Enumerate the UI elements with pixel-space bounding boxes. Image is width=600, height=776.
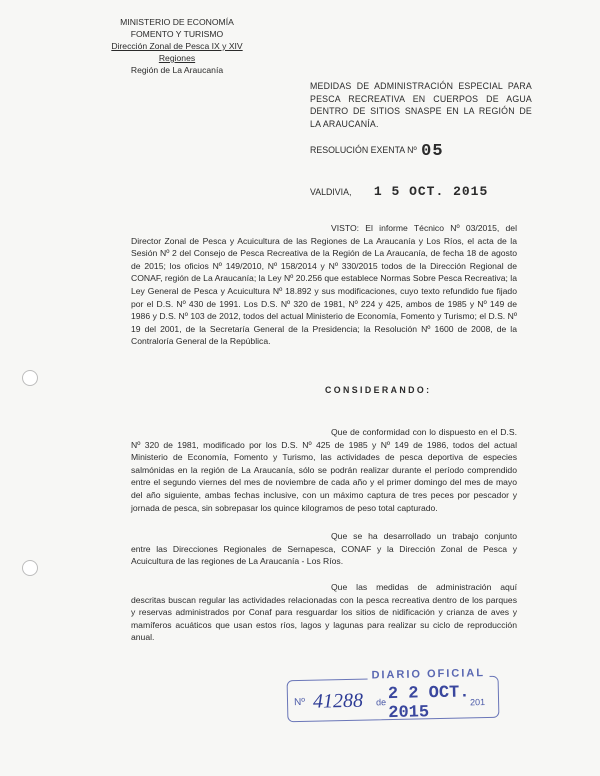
- date-line: [310, 184, 488, 199]
- resolution-label: RESOLUCIÓN EXENTA Nº: [310, 145, 417, 155]
- considerando-heading: CONSIDERANDO:: [325, 385, 432, 395]
- stamp-registration-number: 41288: [312, 689, 364, 713]
- diario-oficial-stamp: [287, 667, 500, 724]
- punch-hole: [22, 560, 38, 576]
- visto-text: El informe Técnico Nº 03/2015, del Director Zonal de Pesca y Acuicultura de las Regiones de La Araucanía y Los Ríos, el acta de la Sesión Nº 2 del Consejo de Pesca Recreativa de la Región de La Araucanía, de fecha 18 de agosto de 2015; los oficios Nº 149/2010, Nº 158/2014 y Nº 330/2015 todos de la Dirección Regional de CONAF, región de La Araucanía; la Ley Nº 20.256 que establece Normas Sobre Pesca Recreativa; la Ley General de Pesca y Acuicultura Nº 18.892 y sus modificaciones, cuyo texto refundido fue fijado por el D.S. Nº 430 de 1991. Los D.S. Nº 320 de 1981, Nº 224 y 425, ambos de 1985 y Nº 149 de 1986 y D.S. Nº 103 de 2012, todos del actual Ministerio de Economía, Fomento y Turismo; el D.S. Nº 19 del 2001, de la Secretaría General de la Presidencia; la Resolución Nº 1600 de 2008, de la Contraloría General de la República.: [131, 223, 518, 347]
- stamp-number-label: Nº: [293, 696, 306, 709]
- visto-paragraph: [131, 222, 517, 348]
- issue-date: 1 5 OCT. 2015: [373, 184, 489, 199]
- directorate-name: Dirección Zonal de Pesca IX y XIV Regiones: [111, 41, 243, 63]
- considerando-item: Que de conformidad con lo dispuesto en el D.S. Nº 320 de 1981, modificado por los D.S. Nº 425 de 1985 y Nº 149 de 1986, todos del actual Ministerio de Economía, Fomento y Turismo, las actividades de pesca deportiva de especies salmónidas en la región de La Araucanía, sólo se podrán realizar durante el período comprendido entre el segundo viernes del mes de noviembre de cada año y el primer domingo del mes de mayo del año siguiente, ambas fechas inclusive, con un máximo captura de tres peces por pescador y jornada de pesca, sin sobrepasar los quince kilogramos de peso total capturado.: [131, 427, 517, 513]
- resolution-number: 05: [421, 142, 444, 161]
- document-title: MEDIDAS DE ADMINISTRACIÓN ESPECIAL PARA PESCA RECREATIVA EN CUERPOS DE AGUA DENTRO DE SITIOS SNASPE EN LA REGIÓN DE LA ARAUCANÍA.: [310, 81, 532, 129]
- stamp-de-label: de: [375, 697, 387, 708]
- considerando-item: Que las medidas de administración aquí descritas buscan regular las actividades relacionadas con la pesca recreativa dentro de los parques y reservas administrados por Conaf para resguardar los sitios de nidificación y crianza de aves y mamíferos acuáticos que usan estos ríos, lagos y lagunas para realizar su ciclo de reproducción anual.: [131, 582, 517, 643]
- resolution-number-line: [310, 142, 444, 161]
- city: VALDIVIA,: [310, 187, 352, 197]
- region-name: Región de La Araucanía: [130, 65, 224, 75]
- letterhead: [92, 16, 262, 76]
- considerando-item: Que se ha desarrollado un trabajo conjunto entre las Direcciones Regionales de Sernapesca, CONAF y la Dirección Zonal de Pesca y Acuicultura de las regiones de La Araucanía - Los Ríos.: [131, 531, 517, 567]
- ministry-subtitle: FOMENTO Y TURISMO: [130, 29, 224, 39]
- visto-lead: VISTO:: [331, 223, 360, 233]
- punch-hole: [22, 370, 38, 386]
- stamp-year-suffix: 201: [469, 697, 486, 708]
- ministry-name: MINISTERIO DE ECONOMÍA: [120, 17, 234, 27]
- stamp-heading: DIARIO OFICIAL: [367, 667, 489, 682]
- stamp-date: 2 2 OCT. 2015: [387, 683, 470, 724]
